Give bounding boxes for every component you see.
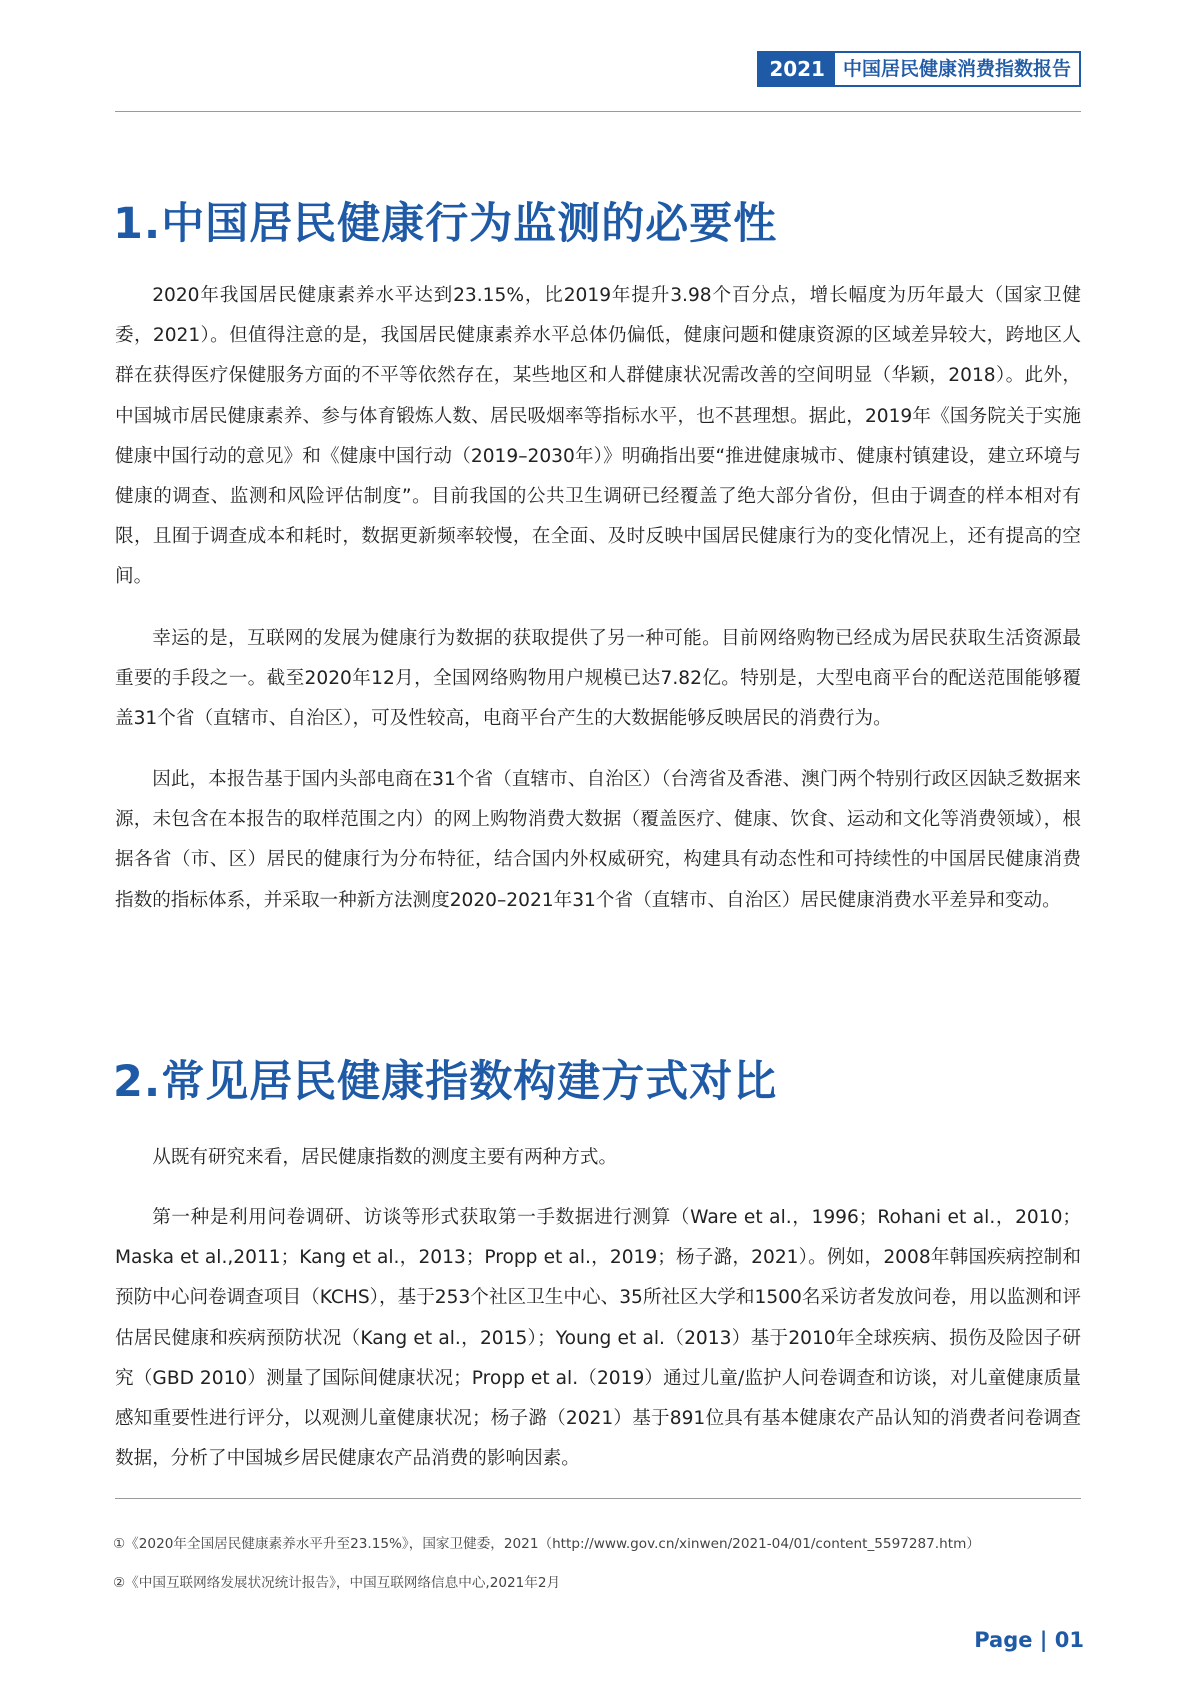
section-1-paragraph-2: 幸运的是，互联网的发展为健康行为数据的获取提供了另一种可能。目前网络购物已经成为居民获取生活资源最重要的手段之一。截至2020年12月，全国网络购物用户规模已达7.82亿。特别是，大型电商平台的配送范围能够覆盖31个省（直辖市、自治区），可及性较高，电商平台产生的大数据能够反映居民的消费行为。: [115, 628, 1081, 730]
footnote-1: ①《2020年全国居民健康素养水平升至23.15%》，国家卫健委，2021（http://www.gov.cn/xinwen/2021-04/01/content_5597287.htm）: [113, 1536, 980, 1552]
report-header-badge: [757, 51, 1081, 87]
section-1-title: 1.中国居民健康行为监测的必要性: [113, 199, 778, 249]
header-year: 2021: [759, 53, 835, 85]
footnote-divider: [115, 1498, 1081, 1499]
header-title: 中国居民健康消费指数报告: [842, 58, 1071, 80]
page-number: Page | 01: [974, 1628, 1084, 1652]
section-2-title: 2.常见居民健康指数构建方式对比: [113, 1057, 778, 1107]
section-1-paragraph-3: 因此，本报告基于国内头部电商在31个省（直辖市、自治区）（台湾省及香港、澳门两个特别行政区因缺乏数据来源，未包含在本报告的取样范围之内）的网上购物消费大数据（覆盖医疗、健康、饮食、运动和文化等消费领域），根据各省（市、区）居民的健康行为分布特征，结合国内外权威研究，构建具有动态性和可持续性的中国居民健康消费指数的指标体系，并采取一种新方法测度2020–2021年31个省（直辖市、自治区）居民健康消费水平差异和变动。: [115, 769, 1081, 911]
section-1-paragraph-1: 2020年我国居民健康素养水平达到23.15%，比2019年提升3.98个百分点，增长幅度为历年最大（国家卫健委，2021）。但值得注意的是，我国居民健康素养水平总体仍偏低，健康问题和健康资源的区域差异较大，跨地区人群在获得医疗保健服务方面的不平等依然存在，某些地区和人群健康状况需改善的空间明显（华颖，2018）。此外，中国城市居民健康素养、参与体育锻炼人数、居民吸烟率等指标水平，也不甚理想。据此，2019年《国务院关于实施健康中国行动的意见》和《健康中国行动（2019–2030年）》明确指出要“推进健康城市、健康村镇建设，建立环境与健康的调查、监测和风险评估制度”。目前我国的公共卫生调研已经覆盖了绝大部分省份，但由于调查的样本相对有限，且囿于调查成本和耗时，数据更新频率较慢，在全面、及时反映中国居民健康行为的变化情况上，还有提高的空间。: [115, 285, 1081, 588]
section-2-paragraph-2: 第一种是利用问卷调研、访谈等形式获取第一手数据进行测算（Ware et al.，1996；Rohani et al.，2010；Maska et al.,2011；Kang et al.，2013；Propp et al.，2019；杨子潞，2021）。例如，2008年韩国疾病控制和预防中心问卷调查项目（KCHS），基于253个社区卫生中心、35所社区大学和1500名采访者发放问卷，用以监测和评估居民健康和疾病预防状况（Kang et al.，2015）；Young et al.（2013）基于2010年全球疾病、损伤及险因子研究（GBD 2010）测量了国际间健康状况；Propp et al.（2019）通过儿童/监护人问卷调查和访谈，对儿童健康质量感知重要性进行评分，以观测儿童健康状况；杨子潞（2021）基于891位具有基本健康农产品认知的消费者问卷调查数据，分析了中国城乡居民健康农产品消费的影响因素。: [115, 1207, 1081, 1470]
header-divider: [115, 111, 1081, 112]
section-2-paragraph-1: 从既有研究来看，居民健康指数的测度主要有两种方式。: [152, 1147, 618, 1168]
footnote-2: ②《中国互联网络发展状况统计报告》，中国互联网络信息中心,2021年2月: [113, 1575, 561, 1591]
